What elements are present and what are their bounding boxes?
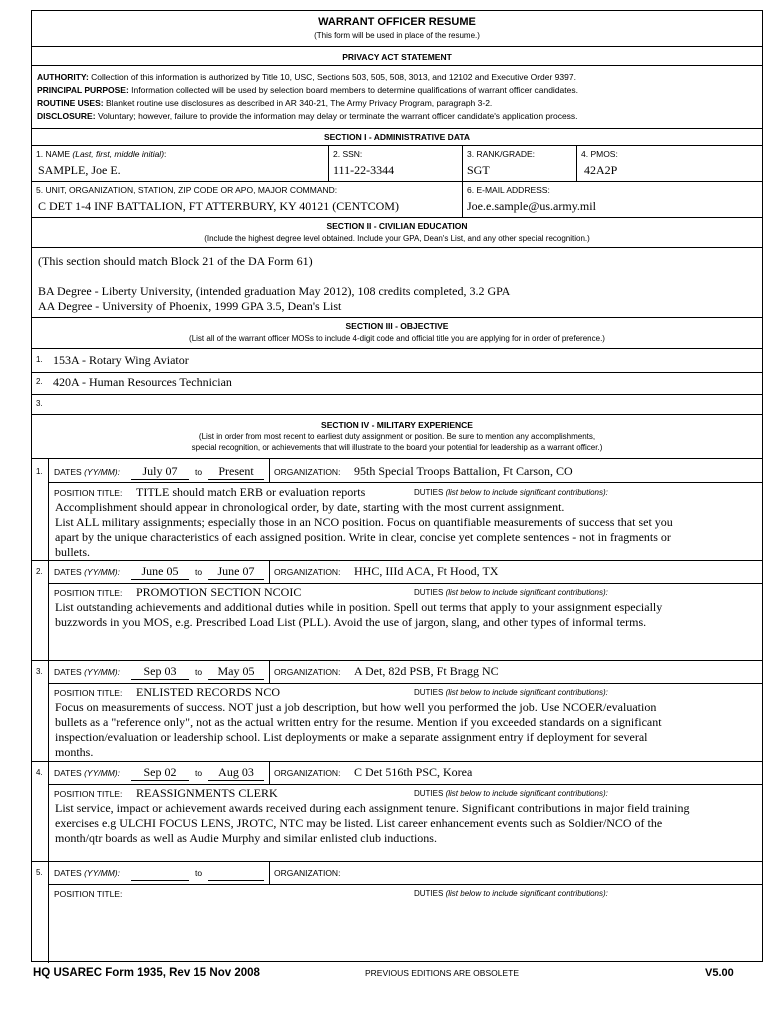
position-title-label: POSITION TITLE: xyxy=(54,688,123,698)
pmos-field[interactable]: 42A2P xyxy=(584,163,618,177)
dates-label: DATES (YY/MM): xyxy=(54,667,120,677)
duties-field[interactable] xyxy=(55,700,759,760)
dates-label: DATES (YY/MM): xyxy=(54,567,120,577)
date-to-field[interactable]: Present xyxy=(208,464,264,480)
privacy-authority: AUTHORITY: Collection of this information is authorized by Title 10, USC, Sections 503, 505, 508, 3013, and 12102 and Executive Order 9397. xyxy=(37,72,576,82)
organization-label: ORGANIZATION: xyxy=(274,667,341,677)
entry-number: 2. xyxy=(36,567,43,576)
position-title-label: POSITION TITLE: xyxy=(54,488,123,498)
email-field[interactable]: Joe.e.sample@us.army.mil xyxy=(467,199,596,213)
duties-field[interactable] xyxy=(55,801,759,846)
ssn-label: 2. SSN: xyxy=(333,149,363,159)
duties-line: List ALL military assignments; especially those in an NCO position. Focus on quantifiable measurements of success that set you xyxy=(55,515,673,529)
privacy-statement xyxy=(37,71,759,123)
pmos-label: 4. PMOS: xyxy=(581,149,618,159)
to-label: to xyxy=(195,667,203,677)
dates-label: DATES (YY/MM): xyxy=(54,768,120,778)
privacy-heading: PRIVACY ACT STATEMENT xyxy=(342,52,452,62)
organization-label: ORGANIZATION: xyxy=(274,868,341,878)
date-to-field[interactable]: Aug 03 xyxy=(208,765,264,781)
duties-field[interactable] xyxy=(55,500,759,560)
organization-label: ORGANIZATION: xyxy=(274,467,341,477)
objective-field-1[interactable]: 153A - Rotary Wing Aviator xyxy=(53,353,189,367)
duties-label: DUTIES (list below to include significant contributions): xyxy=(414,688,608,697)
entry-number: 4. xyxy=(36,768,43,777)
duties-label: DUTIES (list below to include significant contributions): xyxy=(414,889,608,898)
date-from-field[interactable] xyxy=(131,865,189,881)
duties-line: inspection/evaluation or leadership school. List deployments or make a separate assignment entry if deployment for several xyxy=(55,730,648,744)
duties-line: Focus on measurements of success. NOT just a job description, but how well you performed the job. Use NCOER/evaluation xyxy=(55,700,657,714)
entry-number: 5. xyxy=(36,868,43,877)
duties-line: month/qtr boards as well as Audie Murphy and similar enlisted club inductions. xyxy=(55,831,437,845)
date-to-field[interactable]: June 07 xyxy=(208,564,264,580)
education-field[interactable] xyxy=(38,254,758,314)
organization-field[interactable]: 95th Special Troops Battalion, Ft Carson, CO xyxy=(354,464,573,478)
position-title-label: POSITION TITLE: xyxy=(54,588,123,598)
email-label: 6. E-MAIL ADDRESS: xyxy=(467,185,550,195)
duties-field[interactable] xyxy=(55,600,759,630)
duties-field[interactable] xyxy=(55,901,759,959)
section3-instructions: (List all of the warrant officer MOSs to include 4-digit code and official title you are applying for in order of preference.) xyxy=(189,334,605,343)
education-line: BA Degree - Liberty University, (intended graduation May 2012), 108 credits completed, 3.2 GPA xyxy=(38,284,511,298)
position-title-field[interactable]: TITLE should match ERB or evaluation reports xyxy=(136,485,366,499)
date-from-field[interactable]: July 07 xyxy=(131,464,189,480)
privacy-disclosure: DISCLOSURE: Voluntary; however, failure to provide the information may delay or terminate the warrant officer candidate's application process. xyxy=(37,111,578,121)
form-id: HQ USAREC Form 1935, Rev 15 Nov 2008 xyxy=(33,967,260,979)
unit-label: 5. UNIT, ORGANIZATION, STATION, ZIP CODE OR APO, MAJOR COMMAND: xyxy=(36,185,338,195)
organization-field[interactable]: HHC, IIId ACA, Ft Hood, TX xyxy=(354,564,499,578)
duties-line: buzzwords in you MOS, e.g. Prescribed Load List (PLL). Avoid the use of jargon, slang, and other types of informal terms. xyxy=(55,615,647,629)
organization-field[interactable]: C Det 516th PSC, Korea xyxy=(354,765,473,779)
organization-label: ORGANIZATION: xyxy=(274,768,341,778)
date-from-field[interactable]: June 05 xyxy=(131,564,189,580)
form-subtitle: (This form will be used in place of the resume.) xyxy=(314,31,480,40)
ssn-field[interactable]: 111-22-3344 xyxy=(333,163,395,177)
duties-line: months. xyxy=(55,745,94,759)
organization-label: ORGANIZATION: xyxy=(274,567,341,577)
name-field[interactable]: SAMPLE, Joe E. xyxy=(38,163,121,177)
section1-heading: SECTION I - ADMINISTRATIVE DATA xyxy=(323,132,471,142)
position-title-field[interactable]: PROMOTION SECTION NCOIC xyxy=(136,585,302,599)
duties-line: List outstanding achievements and additional duties while in position. Spell out terms that apply to your assignment especially xyxy=(55,600,663,614)
unit-field[interactable]: C DET 1-4 INF BATTALION, FT ATTERBURY, KY 40121 (CENTCOM) xyxy=(38,199,399,213)
duties-label: DUTIES (list below to include significant contributions): xyxy=(414,588,608,597)
position-title-label: POSITION TITLE: xyxy=(54,789,123,799)
to-label: to xyxy=(195,868,203,878)
duties-line: List service, impact or achievement awards received during each assignment tenure. Significant contributions in major field training xyxy=(55,801,690,815)
to-label: to xyxy=(195,467,203,477)
duties-line: bullets as a "reference only", not as the actual written entry for the resume. Mention if you exceeded standards on a significant xyxy=(55,715,662,729)
privacy-routine-uses: ROUTINE USES: Blanket routine use disclosures as described in AR 340-21, The Army Privacy Program, paragraph 3-2. xyxy=(37,98,493,108)
section3-heading: SECTION III - OBJECTIVE xyxy=(345,321,449,331)
section4-heading: SECTION IV - MILITARY EXPERIENCE xyxy=(321,420,473,430)
section2-instructions: (Include the highest degree level obtained. Include your GPA, Dean's List, and any other special recognition.) xyxy=(204,234,590,243)
position-title-label: POSITION TITLE: xyxy=(54,889,123,899)
objective-num: 3. xyxy=(36,399,43,408)
rank-field[interactable]: SGT xyxy=(467,163,490,177)
form-version: V5.00 xyxy=(705,967,734,979)
obsolete-notice: PREVIOUS EDITIONS ARE OBSOLETE xyxy=(365,968,519,978)
to-label: to xyxy=(195,567,203,577)
date-from-field[interactable]: Sep 02 xyxy=(131,765,189,781)
duties-line: apart by the unique characteristics of each assigned position. Write in clear, concise yet complete sentences - not in fragments or xyxy=(55,530,671,544)
objective-num: 1. xyxy=(36,355,43,364)
date-to-field[interactable]: May 05 xyxy=(208,664,264,680)
dates-label: DATES (YY/MM): xyxy=(54,868,120,878)
position-title-field[interactable]: ENLISTED RECORDS NCO xyxy=(136,685,281,699)
section2-heading: SECTION II - CIVILIAN EDUCATION xyxy=(326,221,468,231)
form-title: WARRANT OFFICER RESUME xyxy=(318,16,476,28)
rank-label: 3. RANK/GRADE: xyxy=(467,149,536,159)
section4-instructions-2: special recognition, or achievements that will illustrate to the board your potential for leadership as a warrant officer.) xyxy=(191,443,603,452)
duties-label: DUTIES (list below to include significant contributions): xyxy=(414,789,608,798)
name-label: 1. NAME (Last, first, middle initial): xyxy=(36,149,167,159)
dates-label: DATES (YY/MM): xyxy=(54,467,120,477)
section4-instructions-1: (List in order from most recent to earliest duty assignment or position. Be sure to mention any accomplishments, xyxy=(198,432,596,441)
duties-line: bullets. xyxy=(55,545,90,559)
objective-num: 2. xyxy=(36,377,43,386)
date-to-field[interactable] xyxy=(208,865,264,881)
to-label: to xyxy=(195,768,203,778)
duties-line: exercises e.g ULCHI FOCUS LENS, JROTC, NTC may be listed. List career enhancement events such as Soldier/NCO of the xyxy=(55,816,663,830)
entry-number: 1. xyxy=(36,467,43,476)
privacy-purpose: PRINCIPAL PURPOSE: Information collected will be used by selection board members to determine qualifications of warrant officer candidates. xyxy=(37,85,578,95)
duties-line: Accomplishment should appear in chronological order, by date, starting with the most current assignment. xyxy=(55,500,565,514)
duties-label: DUTIES (list below to include significant contributions): xyxy=(414,488,608,497)
organization-field[interactable]: A Det, 82d PSB, Ft Bragg NC xyxy=(354,664,499,678)
position-title-field[interactable]: REASSIGNMENTS CLERK xyxy=(136,786,278,800)
date-from-field[interactable]: Sep 03 xyxy=(131,664,189,680)
objective-field-2[interactable]: 420A - Human Resources Technician xyxy=(53,375,232,389)
education-line: (This section should match Block 21 of the DA Form 61) xyxy=(38,254,313,268)
education-line: AA Degree - University of Phoenix, 1999 GPA 3.5, Dean's List xyxy=(38,299,342,313)
entry-number: 3. xyxy=(36,667,43,676)
warrant-officer-resume-form xyxy=(31,10,763,962)
